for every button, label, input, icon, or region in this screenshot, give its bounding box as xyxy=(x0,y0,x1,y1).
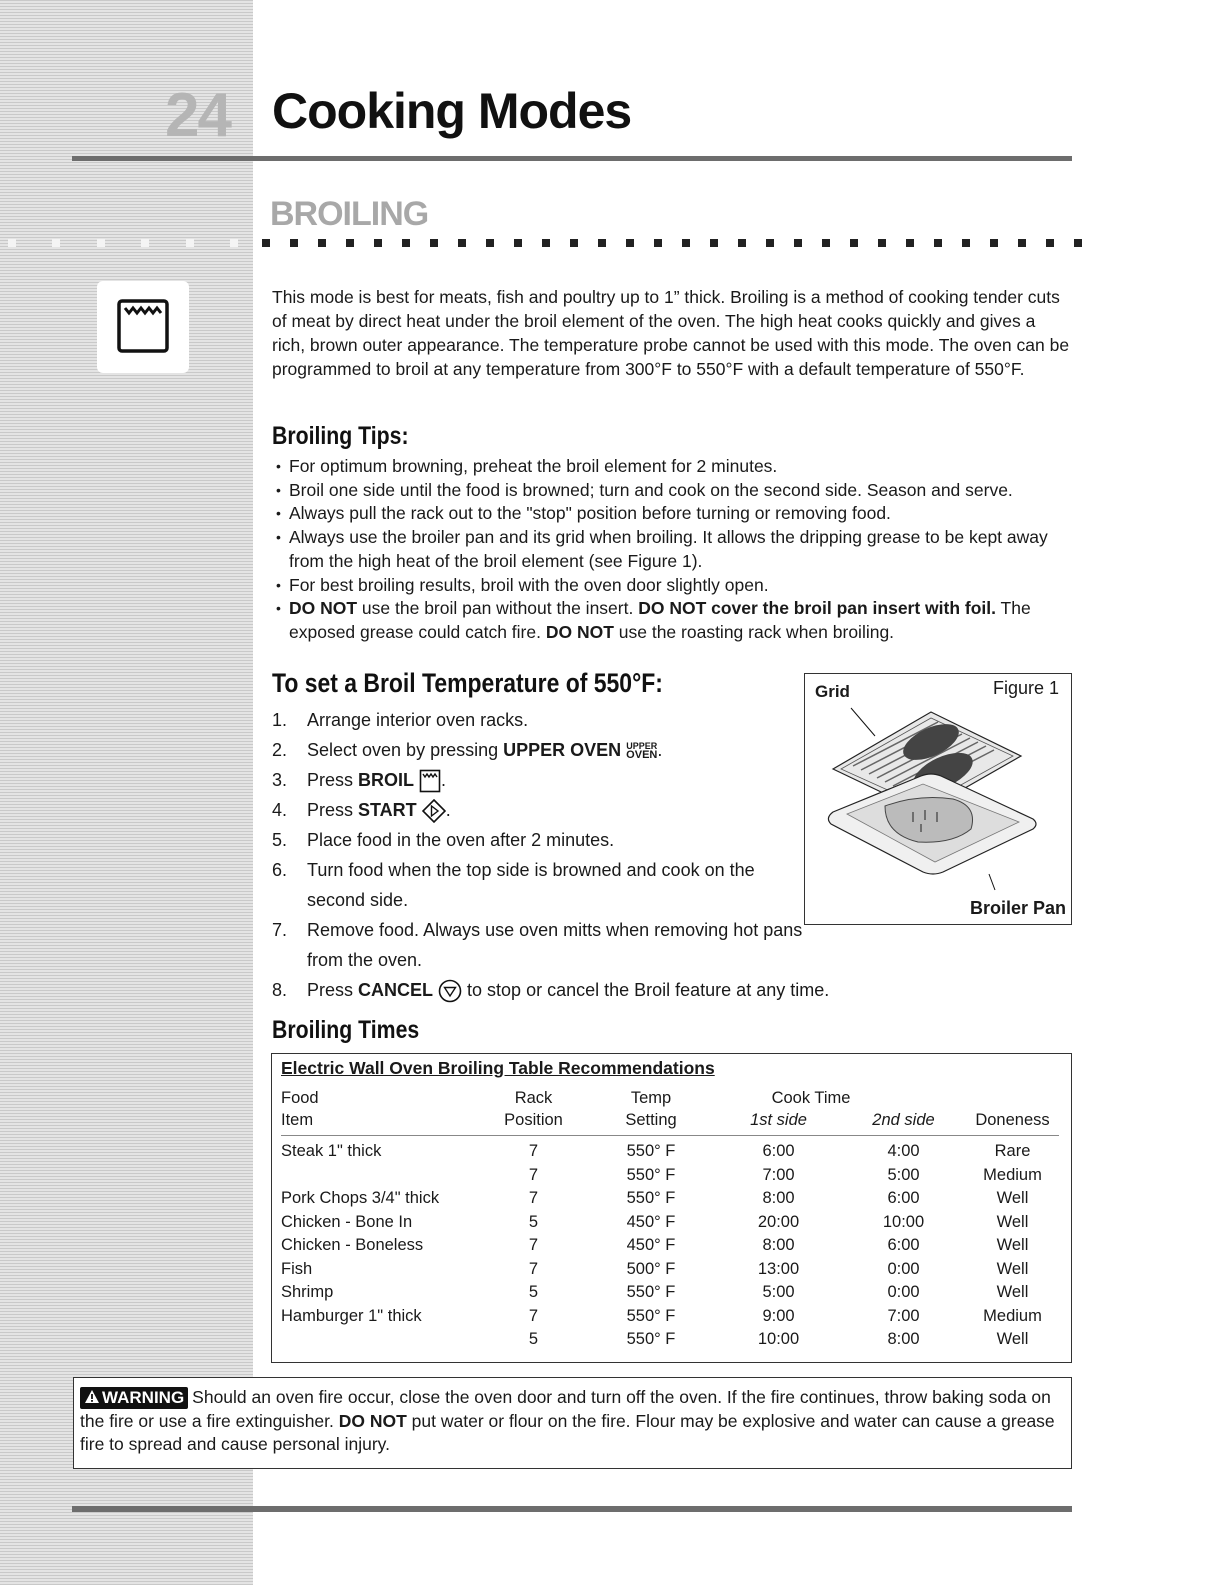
cancel-label: CANCEL xyxy=(358,980,434,1000)
icon-label-top: UPPER xyxy=(626,741,658,752)
step-text: Press xyxy=(307,980,359,1000)
broiler-figure xyxy=(804,673,1072,925)
broil-label: BROIL xyxy=(358,770,415,790)
step-text: Remove food. Always use oven mitts when removing hot pans from the oven. xyxy=(307,920,803,970)
step-text: . xyxy=(657,740,663,760)
cell-food: Hamburger 1" thick xyxy=(281,1306,422,1325)
cell-doneness: Well xyxy=(996,1236,1029,1254)
list-item: • Broil one side until the food is browned; turn and cook on the second side. Season and serve. xyxy=(276,479,1076,503)
tip-text: The exposed grease could catch fire. xyxy=(289,598,1031,642)
table-header-row xyxy=(281,1087,1059,1109)
cell-food: Chicken - Bone In xyxy=(281,1212,413,1231)
upper-oven-icon xyxy=(626,742,657,760)
column-header: 2nd side xyxy=(841,1109,966,1136)
column-header: Setting xyxy=(586,1109,716,1136)
step-text: Turn food when the top side is browned and cook on the second side. xyxy=(307,860,755,910)
step-text: . xyxy=(441,770,447,790)
warning-icon xyxy=(84,1389,100,1404)
cell-side1: 13:00 xyxy=(757,1259,800,1278)
cell-rack: 7 xyxy=(528,1165,539,1184)
cell-doneness: Well xyxy=(996,1189,1029,1207)
cell-side1: 20:00 xyxy=(757,1212,800,1231)
cell-temp: 450° F xyxy=(626,1212,676,1231)
table-row xyxy=(281,1281,1059,1305)
cell-side1: 5:00 xyxy=(762,1283,795,1301)
table-title: Electric Wall Oven Broiling Table Recommendations xyxy=(281,1058,715,1078)
column-header: Cook Time xyxy=(771,1089,851,1107)
cell-temp: 550° F xyxy=(626,1283,676,1301)
table-header-row xyxy=(281,1109,1059,1136)
table-row xyxy=(281,1328,1059,1352)
cell-side1: 7:00 xyxy=(762,1165,795,1184)
cell-side2: 6:00 xyxy=(887,1236,920,1254)
step-number: 3. xyxy=(272,770,288,790)
sidebar-dot-divider xyxy=(8,239,238,247)
list-item: • Always use the broiler pan and its grid when broiling. It allows the dripping grease to be kept away from the high heat of the broil element (see Figure 1). xyxy=(276,526,1076,573)
cell-food xyxy=(281,1164,481,1188)
cell-doneness: Rare xyxy=(994,1142,1031,1160)
step-text: Press xyxy=(307,800,359,820)
step-number: 6. xyxy=(272,860,288,880)
tips-heading: Broiling Tips: xyxy=(272,422,409,450)
cell-side1: 6:00 xyxy=(762,1142,795,1160)
step-text: to stop or cancel the Broil feature at any time. xyxy=(462,980,830,1000)
cell-temp: 550° F xyxy=(626,1189,676,1207)
table-row xyxy=(281,1136,1059,1164)
cell-rack: 7 xyxy=(528,1142,539,1160)
page-title: Cooking Modes xyxy=(272,83,632,139)
cell-side2: 4:00 xyxy=(887,1142,920,1160)
dot-divider xyxy=(262,239,1082,247)
figure-caption: Figure 1 xyxy=(992,678,1059,698)
step-text: Select oven by pressing xyxy=(307,740,504,760)
step-text: Place food in the oven after 2 minutes. xyxy=(307,830,615,850)
list-item xyxy=(272,825,812,855)
step-text: Arrange interior oven racks. xyxy=(307,710,529,730)
figure-pan-label: Broiler Pan xyxy=(969,898,1066,918)
cell-food: Fish xyxy=(281,1259,313,1278)
cell-doneness: Well xyxy=(996,1259,1029,1278)
cell-rack: 5 xyxy=(528,1283,539,1301)
step-number: 1. xyxy=(272,710,288,730)
list-item: • Always pull the rack out to the "stop" position before turning or removing food. xyxy=(276,502,1076,526)
tip-text: use the roasting rack when broiling. xyxy=(613,621,895,642)
list-item xyxy=(272,975,1067,1005)
broiling-table xyxy=(271,1053,1072,1363)
emphasis: DO NOT cover the broil pan insert with foil. xyxy=(638,598,997,619)
list-item xyxy=(272,705,812,735)
broiler-pan-illustration xyxy=(813,694,1063,894)
cell-side2: 6:00 xyxy=(887,1189,920,1207)
broil-mode-tile xyxy=(97,281,189,373)
cell-rack: 7 xyxy=(528,1306,539,1325)
list-item: • For optimum browning, preheat the broil element for 2 minutes. xyxy=(276,455,1076,479)
column-header: Position xyxy=(481,1109,586,1136)
step-number: 2. xyxy=(272,740,288,760)
broil-icon xyxy=(419,769,441,793)
column-header: 1st side xyxy=(716,1109,841,1136)
cell-doneness: Well xyxy=(996,1330,1029,1348)
tip-text: use the broil pan without the insert. xyxy=(357,598,639,619)
list-item xyxy=(272,795,812,825)
table-row xyxy=(281,1187,1059,1211)
list-item xyxy=(272,765,812,795)
cell-rack: 7 xyxy=(528,1189,539,1207)
cell-side2: 7:00 xyxy=(887,1306,920,1325)
page-number: 24 xyxy=(165,81,230,150)
warning-badge xyxy=(80,1387,188,1409)
cell-side2: 10:00 xyxy=(882,1212,925,1231)
cell-doneness: Well xyxy=(996,1283,1029,1301)
step-text: . xyxy=(445,800,451,820)
figure-grid-label: Grid xyxy=(815,682,850,701)
cell-food: Chicken - Boneless xyxy=(281,1236,424,1254)
cell-temp: 450° F xyxy=(626,1236,676,1254)
table-row xyxy=(281,1164,1059,1188)
warning-body: put water or flour on the fire. Flour may be explosive and water can cause a grease fire to spread and cause personal injury. xyxy=(80,1410,1055,1454)
column-header: Temp xyxy=(630,1089,672,1107)
warning-box xyxy=(73,1377,1072,1469)
cell-side1: 8:00 xyxy=(762,1189,795,1207)
cell-side2: 0:00 xyxy=(887,1283,920,1301)
step-number: 4. xyxy=(272,800,288,820)
cell-side1: 9:00 xyxy=(762,1306,795,1325)
cell-food: Steak 1" thick xyxy=(281,1142,382,1160)
step-number: 8. xyxy=(272,980,288,1000)
cell-temp: 550° F xyxy=(626,1165,676,1184)
icon-label-bottom: OVEN xyxy=(626,749,658,762)
cell-food: Shrimp xyxy=(281,1283,334,1301)
step-text: Press xyxy=(307,770,359,790)
list-item xyxy=(272,735,812,765)
cell-rack: 7 xyxy=(528,1236,539,1254)
column-header: Food xyxy=(281,1089,319,1107)
cell-doneness: Well xyxy=(996,1212,1029,1231)
cell-side2: 8:00 xyxy=(887,1330,920,1348)
cell-side1: 8:00 xyxy=(762,1236,795,1254)
tips-list xyxy=(276,455,1076,645)
cell-rack: 7 xyxy=(528,1259,539,1278)
broil-icon xyxy=(117,299,169,353)
column-header xyxy=(966,1087,1059,1109)
footer-rule xyxy=(72,1506,1072,1512)
step-number: 5. xyxy=(272,830,288,850)
cell-temp: 550° F xyxy=(626,1142,676,1160)
header-rule xyxy=(72,156,1072,161)
intro-paragraph xyxy=(272,285,1072,381)
upper-oven-label: UPPER OVEN xyxy=(503,740,622,760)
cell-food: Pork Chops 3/4" thick xyxy=(281,1189,440,1207)
column-header: Doneness xyxy=(966,1109,1059,1136)
column-header: Rack xyxy=(514,1089,553,1107)
step-number: 7. xyxy=(272,920,288,940)
start-label: START xyxy=(358,800,417,820)
cell-side2: 0:00 xyxy=(887,1259,920,1278)
cell-rack: 5 xyxy=(528,1212,539,1231)
warning-body: Should an oven fire occur, close the oven door and turn off the oven. If the fire continues, throw baking soda on the fire or use a fire extinguisher. xyxy=(80,1387,1051,1431)
column-header: Item xyxy=(281,1109,481,1136)
cell-doneness: Medium xyxy=(983,1165,1042,1184)
times-heading: Broiling Times xyxy=(272,1016,420,1044)
emphasis: DO NOT xyxy=(545,621,614,642)
table-row xyxy=(281,1234,1059,1258)
cell-doneness: Medium xyxy=(983,1306,1042,1325)
list-item xyxy=(272,855,812,915)
cell-side2: 5:00 xyxy=(887,1165,920,1184)
cell-temp: 550° F xyxy=(626,1330,676,1348)
cell-rack: 5 xyxy=(528,1330,539,1348)
list-item xyxy=(276,597,1076,644)
intro-text: This mode is best for meats, fish and poultry up to 1” thick. Broiling is a method of cooking tender cuts of meat by direct heat under the broil element of the oven. The high heat cooks quickly and gives a rich, brown outer appearance. The temperature probe cannot be used with this mode. The oven can be programmed to broil at any temperature from 300°F to 550°F with a default temperature of 550°F. xyxy=(272,287,1070,379)
cancel-icon xyxy=(438,979,462,1003)
section-heading: BROILING xyxy=(270,195,429,233)
cell-temp: 500° F xyxy=(626,1259,676,1278)
cell-temp: 550° F xyxy=(626,1306,676,1325)
emphasis: DO NOT xyxy=(289,598,358,619)
table-row xyxy=(281,1258,1059,1282)
warning-text xyxy=(80,1386,1060,1457)
cell-food xyxy=(281,1328,481,1352)
broiling-times-table xyxy=(281,1087,1059,1352)
list-item: • For best broiling results, broil with the oven door slightly open. xyxy=(276,574,1076,598)
steps-list xyxy=(272,705,830,1005)
table-row xyxy=(281,1305,1059,1329)
emphasis: DO NOT xyxy=(338,1410,407,1431)
cell-side1: 10:00 xyxy=(757,1330,800,1348)
steps-heading: To set a Broil Temperature of 550°F: xyxy=(272,668,663,698)
start-icon xyxy=(422,799,446,823)
list-item xyxy=(272,915,812,975)
warning-label: WARNING xyxy=(102,1388,185,1407)
table-row xyxy=(281,1211,1059,1235)
sidebar-band xyxy=(0,0,253,1585)
